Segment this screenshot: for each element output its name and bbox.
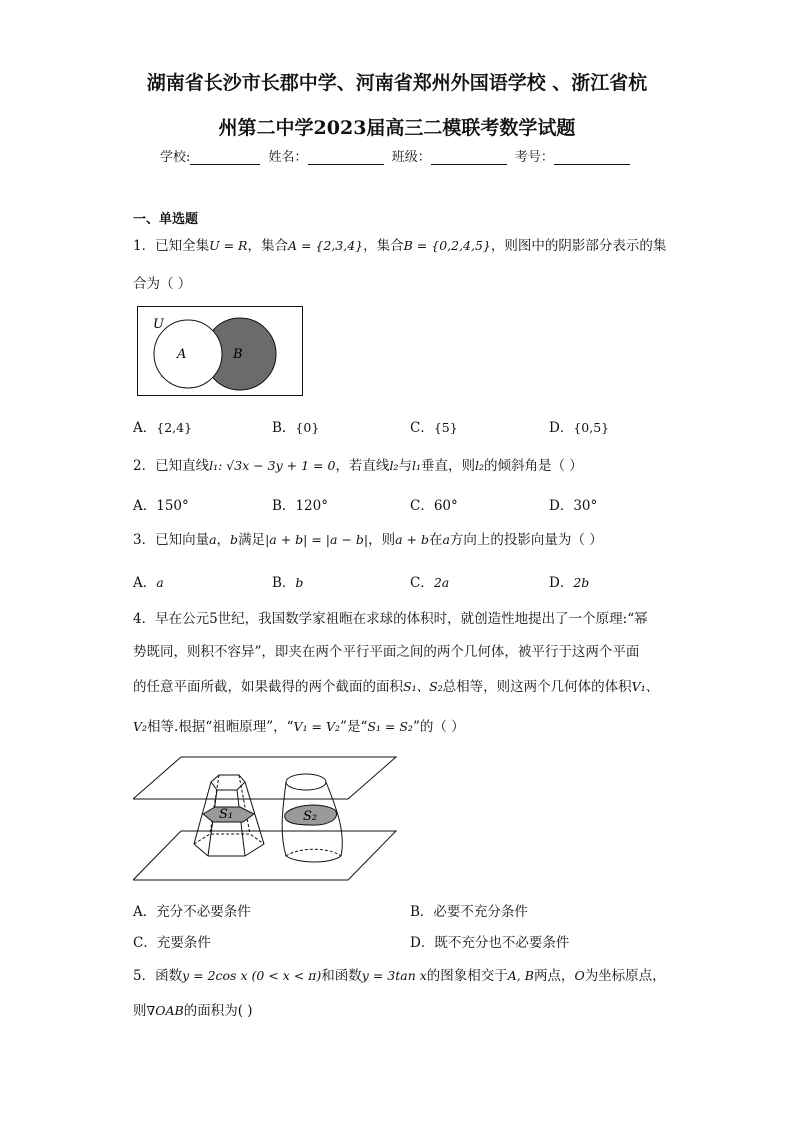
q4-math: V₁ = V₂ bbox=[293, 719, 341, 734]
option-value: {5} bbox=[433, 420, 458, 435]
student-info-line bbox=[160, 146, 634, 165]
option-label: C． bbox=[410, 575, 434, 591]
option-value: 60° bbox=[433, 498, 458, 514]
name-label: 姓名： bbox=[268, 150, 308, 165]
option-label: B． bbox=[272, 420, 296, 436]
q5-math-triangle: ∇OAB bbox=[146, 1003, 184, 1018]
q2-text: 的倾斜角是（ ） bbox=[483, 458, 583, 474]
option-label: C． bbox=[133, 935, 157, 951]
q2-math: l₁ bbox=[411, 458, 421, 473]
q4-math: V₁、 bbox=[631, 679, 659, 694]
option-label: A． bbox=[133, 904, 157, 920]
q2-math-line: l₁: √3x − 3y + 1 = 0 bbox=[209, 458, 336, 473]
option-value: 既不充分也不必要条件 bbox=[434, 935, 570, 951]
option-label: B． bbox=[272, 498, 296, 514]
venn-label-a: A bbox=[177, 347, 187, 362]
option-value: {2,4} bbox=[156, 420, 193, 435]
q2-option-b[interactable] bbox=[272, 494, 328, 514]
option-value: 必要不充分条件 bbox=[433, 904, 528, 920]
q4-math: S₁、S₂ bbox=[403, 679, 443, 694]
option-value: 2b bbox=[573, 575, 590, 590]
venn-diagram bbox=[137, 306, 303, 396]
q3-math-condition: |a + b| = |a − b| bbox=[265, 532, 369, 547]
q2-option-c[interactable] bbox=[410, 494, 458, 514]
section-heading: 一、单选题 bbox=[133, 212, 199, 227]
q4-option-a[interactable] bbox=[133, 900, 251, 920]
q3-text: 在 bbox=[428, 532, 443, 548]
option-value: b bbox=[295, 575, 304, 590]
q3-text: 方向上的投影向量为（ ） bbox=[449, 532, 603, 548]
q5-math-cos: y = 2cos x (0 < x < π) bbox=[182, 968, 322, 983]
q1-option-b[interactable] bbox=[272, 416, 319, 436]
q5-text: 的图象相交于 bbox=[426, 968, 508, 984]
q4-text: 的任意平面所截，如果截得的两个截面的面积 bbox=[133, 679, 403, 695]
option-value: {0,5} bbox=[573, 420, 610, 435]
q4-text: ”的（ ） bbox=[412, 719, 465, 735]
q4-text: 总相等，则这两个几何体的体积 bbox=[442, 679, 632, 695]
q1-option-a[interactable] bbox=[133, 416, 192, 436]
option-label: B． bbox=[272, 575, 296, 591]
q1-math-set-b: B = {0,2,4,5} bbox=[403, 238, 491, 253]
top-plane bbox=[133, 757, 396, 799]
option-value: 150° bbox=[156, 498, 189, 514]
question-4-line-2: 势既同，则积不容异”，即夹在两个平行平面之间的两个几何体，被平行于这两个平面 bbox=[133, 644, 640, 660]
q3-option-b[interactable] bbox=[272, 571, 303, 591]
q3-math-vector: a bbox=[209, 532, 217, 547]
option-value: 120° bbox=[295, 498, 328, 514]
title-line-2: 州第二中学2023届高三二模联考数学试题 bbox=[218, 117, 576, 139]
option-value: 充分不必要条件 bbox=[156, 904, 251, 920]
q2-math: l₂ bbox=[474, 458, 484, 473]
q3-math-vector: b bbox=[230, 532, 239, 547]
q3-option-c[interactable] bbox=[410, 571, 449, 591]
q4-math: S₁ = S₂ bbox=[367, 719, 413, 734]
q1-math-universe: U = R bbox=[209, 238, 248, 253]
q5-text: 为坐标原点， bbox=[584, 968, 666, 984]
q2-text: 垂直，则 bbox=[420, 458, 475, 474]
q4-text: 相等.根据“祖暅原理”，“ bbox=[147, 719, 294, 735]
venn-circle-a bbox=[154, 320, 222, 388]
option-label: D． bbox=[410, 935, 435, 951]
q5-math-origin: O bbox=[574, 968, 585, 983]
exam-no-blank[interactable] bbox=[554, 150, 630, 165]
option-value: 充要条件 bbox=[156, 935, 211, 951]
question-1-line-2: 合为（ ） bbox=[133, 276, 192, 292]
label-s2: S₂ bbox=[303, 809, 318, 824]
q3-text: ， bbox=[216, 532, 231, 548]
q1-math-set-a: A = {2,3,4} bbox=[287, 238, 364, 253]
question-4-line-3 bbox=[133, 677, 658, 697]
option-value: 2a bbox=[433, 575, 450, 590]
question-5-line-1 bbox=[133, 966, 666, 986]
school-blank[interactable] bbox=[190, 150, 260, 165]
q5-text: 5．函数 bbox=[133, 968, 183, 984]
q3-option-d[interactable] bbox=[549, 571, 589, 591]
option-label: B． bbox=[410, 904, 434, 920]
option-value: 30° bbox=[573, 498, 598, 514]
q1-text: 1．已知全集 bbox=[133, 238, 210, 254]
option-label: A． bbox=[133, 420, 157, 436]
q2-text: ，若直线 bbox=[335, 458, 390, 474]
class-blank[interactable] bbox=[431, 150, 507, 165]
question-1-line-1 bbox=[133, 236, 666, 256]
question-2 bbox=[133, 456, 583, 476]
q4-text: ”是“ bbox=[340, 719, 368, 735]
q5-math-points: A, B bbox=[507, 968, 534, 983]
option-value: {0} bbox=[295, 420, 320, 435]
option-label: C． bbox=[410, 420, 434, 436]
q4-math: V₂ bbox=[133, 719, 148, 734]
bottom-plane bbox=[133, 831, 396, 880]
q4-option-c[interactable] bbox=[133, 931, 211, 951]
question-4-line-1: 4．早在公元5世纪，我国数学家祖暅在求球的体积时，就创造性地提出了一个原理:“幂 bbox=[133, 611, 648, 627]
q4-option-b[interactable] bbox=[410, 900, 528, 920]
option-value: a bbox=[156, 575, 164, 590]
q1-option-d[interactable] bbox=[549, 416, 609, 436]
venn-label-b: B bbox=[233, 347, 243, 362]
name-blank[interactable] bbox=[308, 150, 384, 165]
q3-math-sum: a + b bbox=[395, 532, 429, 547]
q3-text: 3．已知向量 bbox=[133, 532, 210, 548]
option-label: A． bbox=[133, 498, 157, 514]
zugeng-principle-figure bbox=[133, 752, 398, 888]
q3-text: ，则 bbox=[368, 532, 396, 548]
q5-text: 的面积为( ) bbox=[183, 1003, 253, 1019]
q3-option-a[interactable] bbox=[133, 571, 164, 591]
option-label: C． bbox=[410, 498, 434, 514]
q2-text: 2．已知直线 bbox=[133, 458, 210, 474]
q3-math-vector: a bbox=[442, 532, 450, 547]
q1-text: ，则图中的阴影部分表示的集 bbox=[490, 238, 667, 254]
option-label: D． bbox=[549, 498, 574, 514]
option-label: D． bbox=[549, 575, 574, 591]
q2-math: l₂ bbox=[389, 458, 399, 473]
q1-text: ，集合 bbox=[247, 238, 288, 254]
label-s1: S₁ bbox=[219, 807, 234, 822]
q1-text: ，集合 bbox=[363, 238, 404, 254]
q3-text: 满足 bbox=[238, 532, 266, 548]
q5-math-tan: y = 3tan x bbox=[361, 968, 427, 983]
title-line-1: 湖南省长沙市长郡中学、河南省郑州外国语学校 、浙江省杭 bbox=[146, 72, 648, 94]
question-4-line-4 bbox=[133, 717, 465, 737]
q5-text: 则 bbox=[133, 1003, 147, 1019]
q1-option-c[interactable] bbox=[410, 416, 458, 436]
class-label: 班级： bbox=[391, 150, 431, 165]
option-label: A． bbox=[133, 575, 157, 591]
q5-text: 和函数 bbox=[321, 968, 362, 984]
q2-text: 与 bbox=[398, 458, 412, 474]
exam-no-label: 考号： bbox=[514, 150, 554, 165]
option-label: D． bbox=[549, 420, 574, 436]
question-3 bbox=[133, 530, 603, 550]
q2-option-d[interactable] bbox=[549, 494, 597, 514]
question-5-line-2 bbox=[133, 1001, 253, 1021]
q4-option-d[interactable] bbox=[410, 931, 569, 951]
venn-label-u: U bbox=[153, 317, 164, 332]
q2-option-a[interactable] bbox=[133, 494, 189, 514]
q5-text: 两点， bbox=[533, 968, 575, 984]
school-label: 学校: bbox=[160, 150, 191, 165]
